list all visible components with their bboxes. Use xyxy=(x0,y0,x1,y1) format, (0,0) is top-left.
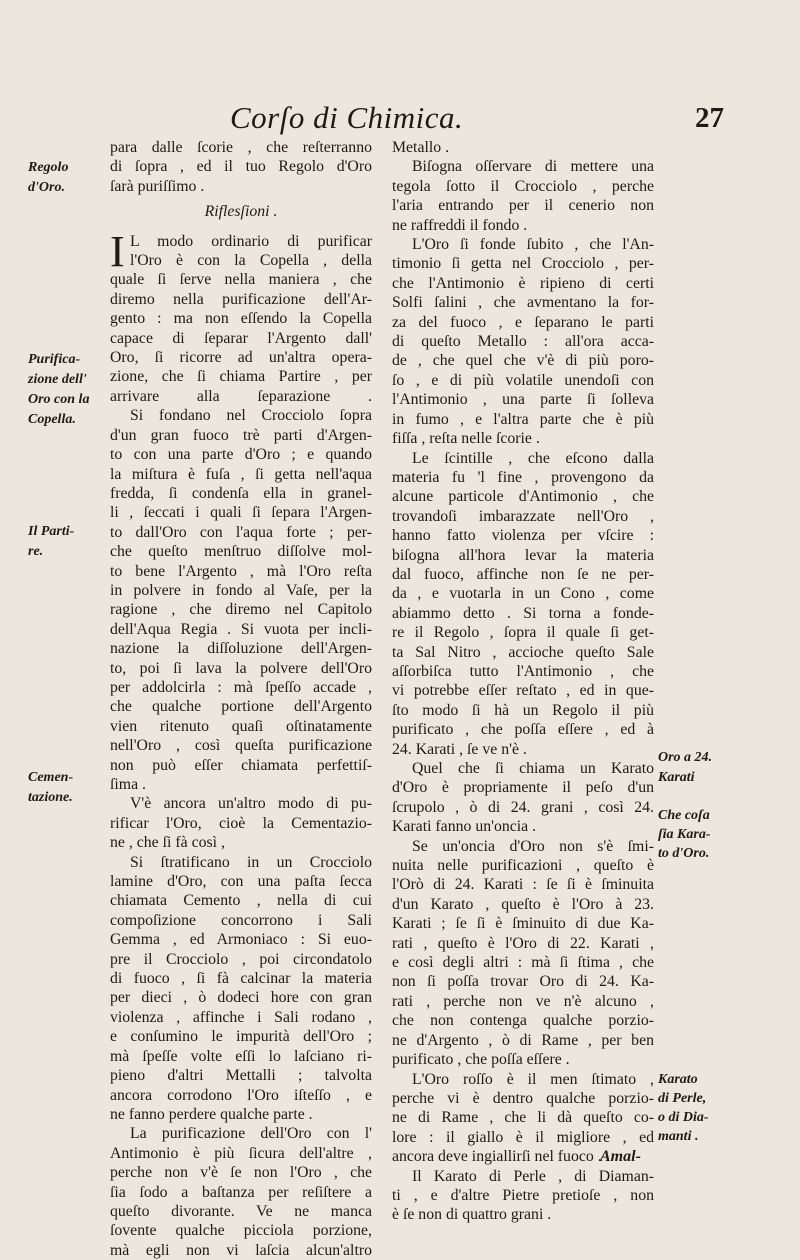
margin-note: Copella. xyxy=(28,412,76,427)
text-line: e così degli altri : mà ſi ſtima , che xyxy=(392,954,654,972)
text-line: aſſorbiſca tutto l'Antimonio , che xyxy=(392,662,654,680)
text-line: quale ſi ſerve nella maniera , che xyxy=(110,271,372,289)
margin-note: re. xyxy=(28,544,44,559)
text-line: nell'Oro , così queſta purificazione xyxy=(110,737,372,755)
text-line: Solfi ſalini , che avmentano la for- xyxy=(392,294,654,312)
text-line: che queſto menſtruo diſſolve mol- xyxy=(110,543,372,561)
page-header xyxy=(0,100,800,136)
text-line: biſogna all'hora levar la materia xyxy=(392,546,654,564)
text-line: 24. Karati , ſe ve n'è . xyxy=(392,740,527,758)
text-line: e conſumino le impurità dell'Oro ; xyxy=(110,1028,372,1046)
text-line: materia fu 'l fine , provengono da xyxy=(392,468,654,486)
text-line: ſima . xyxy=(110,776,146,793)
text-line: Si ſtratificano in un Crocciolo xyxy=(130,853,372,871)
text-line: ti , e d'altre Pietre pretioſe , non xyxy=(392,1186,654,1204)
text-line: Quel che ſi chiama un Karato xyxy=(412,760,654,777)
section-heading: Riflesſioni . xyxy=(204,203,278,221)
text-line: nuita nelle purificazioni , queſto è xyxy=(392,857,654,875)
margin-note: Il Parti- xyxy=(28,524,75,539)
text-line: che qualche portione dell'Argento xyxy=(110,698,372,716)
margin-note: di Perle, xyxy=(658,1091,707,1106)
text-line: Gemma , ed Armoniaco : Si euo- xyxy=(110,931,372,949)
text-line: vien ritenuto quaſi oſtinatamente xyxy=(110,717,372,735)
text-line: d'Oro è propriamente il peſo d'un xyxy=(392,779,654,797)
text-line: to, poi ſi lava la polvere dell'Oro xyxy=(110,659,372,677)
margin-note: d'Oro. xyxy=(28,180,65,195)
text-line: Il Karato di Perle , di Diaman- xyxy=(412,1167,654,1185)
text-line: diremo nella purificazione dell'Ar- xyxy=(110,290,372,308)
text-line: tegola ſotto il Crocciolo , perche xyxy=(392,177,654,195)
text-line: lore : il giallo è il migliore , ed xyxy=(392,1128,654,1146)
text-line: rati , queſto è l'Oro di 22. Karati , xyxy=(392,934,654,952)
text-line: ne fanno perdere qualche parte . xyxy=(110,1105,313,1123)
text-line: ſto modo ſi hà un Regolo il più xyxy=(392,701,654,719)
paragraph-block xyxy=(110,226,372,1260)
text-line: L'Oro ſi fonde ſubito , che l'An- xyxy=(412,236,654,254)
text-line: ne di Rame , che li dà queſto co- xyxy=(392,1109,654,1127)
text-line: rati , perche non ve n'è alcuno , xyxy=(392,992,654,1010)
text-line: re il Regolo , ſopra il quale ſi get- xyxy=(392,624,654,642)
text-line: Karati ; ſe ſi è ſminuito di due Ka- xyxy=(392,915,654,933)
margin-note: Karato xyxy=(658,1072,698,1087)
text-line: d'un gran fuoco trè parti d'Argen- xyxy=(110,426,372,444)
text-line: ancora deve ingiallirſi nel fuoco . xyxy=(392,1148,602,1166)
text-line: Si fondano nel Crocciolo ſopra xyxy=(130,407,372,425)
text-line: in polvere in fondo al Vaſe, per la xyxy=(110,581,372,599)
text-line: arrivare alla ſeparazione . xyxy=(110,387,372,405)
text-line: chiamata Cemento , nella di cui xyxy=(110,892,372,910)
drop-cap: I xyxy=(110,226,125,276)
margin-note: zione dell' xyxy=(28,372,87,387)
text-line: L modo ordinario di purificar xyxy=(130,232,372,250)
text-line: l'aria entrando per il cenerio non xyxy=(392,197,654,215)
text-line: to dall'Oro con l'aqua forte ; per- xyxy=(110,523,372,541)
text-line: nazione la diſſoluzione dell'Argen- xyxy=(110,640,372,658)
text-line: violenza , affinche i Sali rodano , xyxy=(110,1008,372,1026)
text-line: che non contenga qualche porzio- xyxy=(392,1012,654,1030)
catchword: Amal- xyxy=(600,1148,641,1165)
text-line: ne raffreddi il fondo . xyxy=(392,216,528,234)
text-line: hanno fatto violenza per vſcire : xyxy=(392,527,654,545)
text-line: pieno d'altri Mettalli ; talvolta xyxy=(110,1067,372,1085)
paragraph-lines xyxy=(110,226,372,1260)
text-line: queſto divorante. Ve ne manca xyxy=(110,1202,372,1220)
text-line: L'Oro roſſo è il men ſtimato , xyxy=(412,1070,654,1088)
margin-note: tazione. xyxy=(28,790,73,805)
margin-note: Regolo xyxy=(28,160,69,175)
text-line: d'un Karato , queſto è l'Oro à 23. xyxy=(392,895,654,913)
text-line: ne d'Argento , ò di Rame , per ben xyxy=(392,1031,654,1049)
margin-note: ſia Kara- xyxy=(658,827,711,842)
margin-note: Che coſa xyxy=(658,808,710,823)
text-line: para dalle ſcorie , che reſterranno xyxy=(110,139,372,156)
text-line: non può eſſer chiamata perfettiſ- xyxy=(110,756,372,774)
margin-note: Cemen- xyxy=(28,770,74,785)
text-line: Oro, ſi ricorre ad un'altra opera- xyxy=(110,349,372,367)
text-line: Metallo . xyxy=(392,139,450,156)
text-line: Se un'oncia d'Oro non s'è ſmi- xyxy=(412,837,654,855)
text-line: dell'Aqua Regia . Si vuota per incli- xyxy=(110,620,372,638)
text-line: mà egli non vi laſcia alcun'altro xyxy=(110,1241,372,1259)
text-line: capace di ſeparar l'Argento dall' xyxy=(110,329,372,347)
text-line: pre il Crocciolo , poi circondatolo xyxy=(110,950,372,968)
text-line: alcune particole d'Antimonio , che xyxy=(392,488,654,506)
text-line: ſo , e di più volatile unendoſi con xyxy=(392,371,654,389)
text-line: Karati fanno un'oncia . xyxy=(392,818,537,836)
text-line: de , che quel che v'è di più poro- xyxy=(392,352,654,370)
margin-note: to d'Oro. xyxy=(658,846,710,861)
text-line: è ſe non di quattro grani . xyxy=(392,1206,552,1224)
text-line: za del fuoco , e ſeparano le parti xyxy=(392,313,654,331)
text-line: vi potrebbe eſſer reſtato , ed in que- xyxy=(392,682,654,700)
text-line: rificar l'Oro, cioè la Cementazio- xyxy=(110,814,372,832)
text-line: abiammo detto . Si torna a fonde- xyxy=(392,604,654,622)
text-line: Le ſcintille , che eſcono dalla xyxy=(412,449,654,467)
text-line: di ſopra , ed il tuo Regolo d'Oro xyxy=(110,158,372,176)
page-number: 27 xyxy=(695,102,724,134)
text-line: compoſizione concorrono i Sali xyxy=(110,911,372,929)
text-line: purificato , che poſſa eſſere . xyxy=(392,1051,570,1069)
text-line: l'Oro è con la Copella , della xyxy=(130,252,372,270)
right-column xyxy=(392,138,654,1225)
text-line: non ſi poſſa trovar Oro di 24. Ka- xyxy=(392,973,654,991)
margin-note: Karati xyxy=(658,770,695,785)
text-line: La purificazione dell'Oro con l' xyxy=(130,1125,372,1143)
text-line: di fuoco , ſi fà calcinar la materia xyxy=(110,970,372,988)
text-line: fiſſa , reſta nelle ſcorie . xyxy=(392,430,540,448)
text-line: ragione , che diremo nel Capitolo xyxy=(110,601,372,619)
text-line: ſovente qualche picciola porzione, xyxy=(110,1222,372,1240)
text-line: perche non v'è ſe non l'Oro , che xyxy=(110,1164,372,1182)
text-line: Antimonio è più ſicura dell'altre , xyxy=(110,1144,372,1162)
text-line: to con una parte d'Oro ; e quando xyxy=(110,446,372,464)
text-line: ta Sal Nitro , accioche queſto Sale xyxy=(392,643,654,661)
text-line: da , e vuotarla in un Cono , come xyxy=(392,585,654,603)
text-line: Biſogna oſſervare di mettere una xyxy=(412,158,654,176)
text-line: la miſtura è fuſa , ſi getta nell'aqua xyxy=(110,465,372,483)
text-line: l'Orò di 24. Karati : ſe ſi è ſminuita xyxy=(392,876,654,894)
text-line: mà ſpeſſe volte eſſi lo laſciano ri- xyxy=(110,1047,372,1065)
text-line: gento : ma non eſſendo la Copella xyxy=(110,310,372,328)
margin-note: Purifica- xyxy=(28,352,81,367)
text-line: ancora corrodono l'Oro iſteſſo , e xyxy=(110,1086,372,1104)
text-line: zione, che ſi chiama Partire , per xyxy=(110,368,372,386)
margin-note: Oro con la xyxy=(28,392,90,407)
text-line: V'è ancora un'altro modo di pu- xyxy=(130,795,372,813)
text-line: ne , che ſi fà così , xyxy=(110,834,225,852)
text-line: fredda, ſi condenſa ella in granel- xyxy=(110,484,372,502)
text-line: to bene l'Argento , mà l'Oro reſta xyxy=(110,562,372,580)
text-line: l'Antimonio , una parte ſi ſolleva xyxy=(392,391,654,409)
margin-note: Oro a 24. xyxy=(658,750,713,765)
text-line: purificato , che poſſa eſſere , ed à xyxy=(392,721,654,739)
running-title: Corſo di Chimica. xyxy=(230,100,464,135)
text-line: per addolcirla : mà ſpeſſo accade , xyxy=(110,678,372,696)
text-line: per dieci , ò dodeci hore con gran xyxy=(110,989,372,1007)
text-line: lamine d'Oro, con una paſta ſecca xyxy=(110,873,372,891)
text-line: perche vi è dentro qualche porzio- xyxy=(392,1089,654,1107)
text-line: ſia ſodo a baſtanza per reſiſtere a xyxy=(110,1183,372,1201)
text-line: dal fuoco, affinche non ſe ne per- xyxy=(392,565,654,583)
text-line: di queſto Metallo : all'ora acca- xyxy=(392,333,654,351)
text-line: li , ſeccati i quali ſi ſepara l'Argen- xyxy=(110,504,372,522)
text-line: timonio ſi getta nel Crocciolo , per- xyxy=(392,255,654,273)
margin-note: manti . xyxy=(658,1129,699,1144)
text-line: ſarà puriſſimo . xyxy=(110,177,205,195)
left-column xyxy=(110,138,372,1260)
text-line: trovandoſi imbarazzate nell'Oro , xyxy=(392,507,654,525)
text-line: che l'Antimonio è ripieno di certi xyxy=(392,274,654,292)
text-line: ſcrupolo , ò di 24. grani , così 24. xyxy=(392,798,654,816)
text-line: in fumo , e l'altra parte che è più xyxy=(392,410,654,428)
margin-note: o di Dia- xyxy=(658,1110,709,1125)
